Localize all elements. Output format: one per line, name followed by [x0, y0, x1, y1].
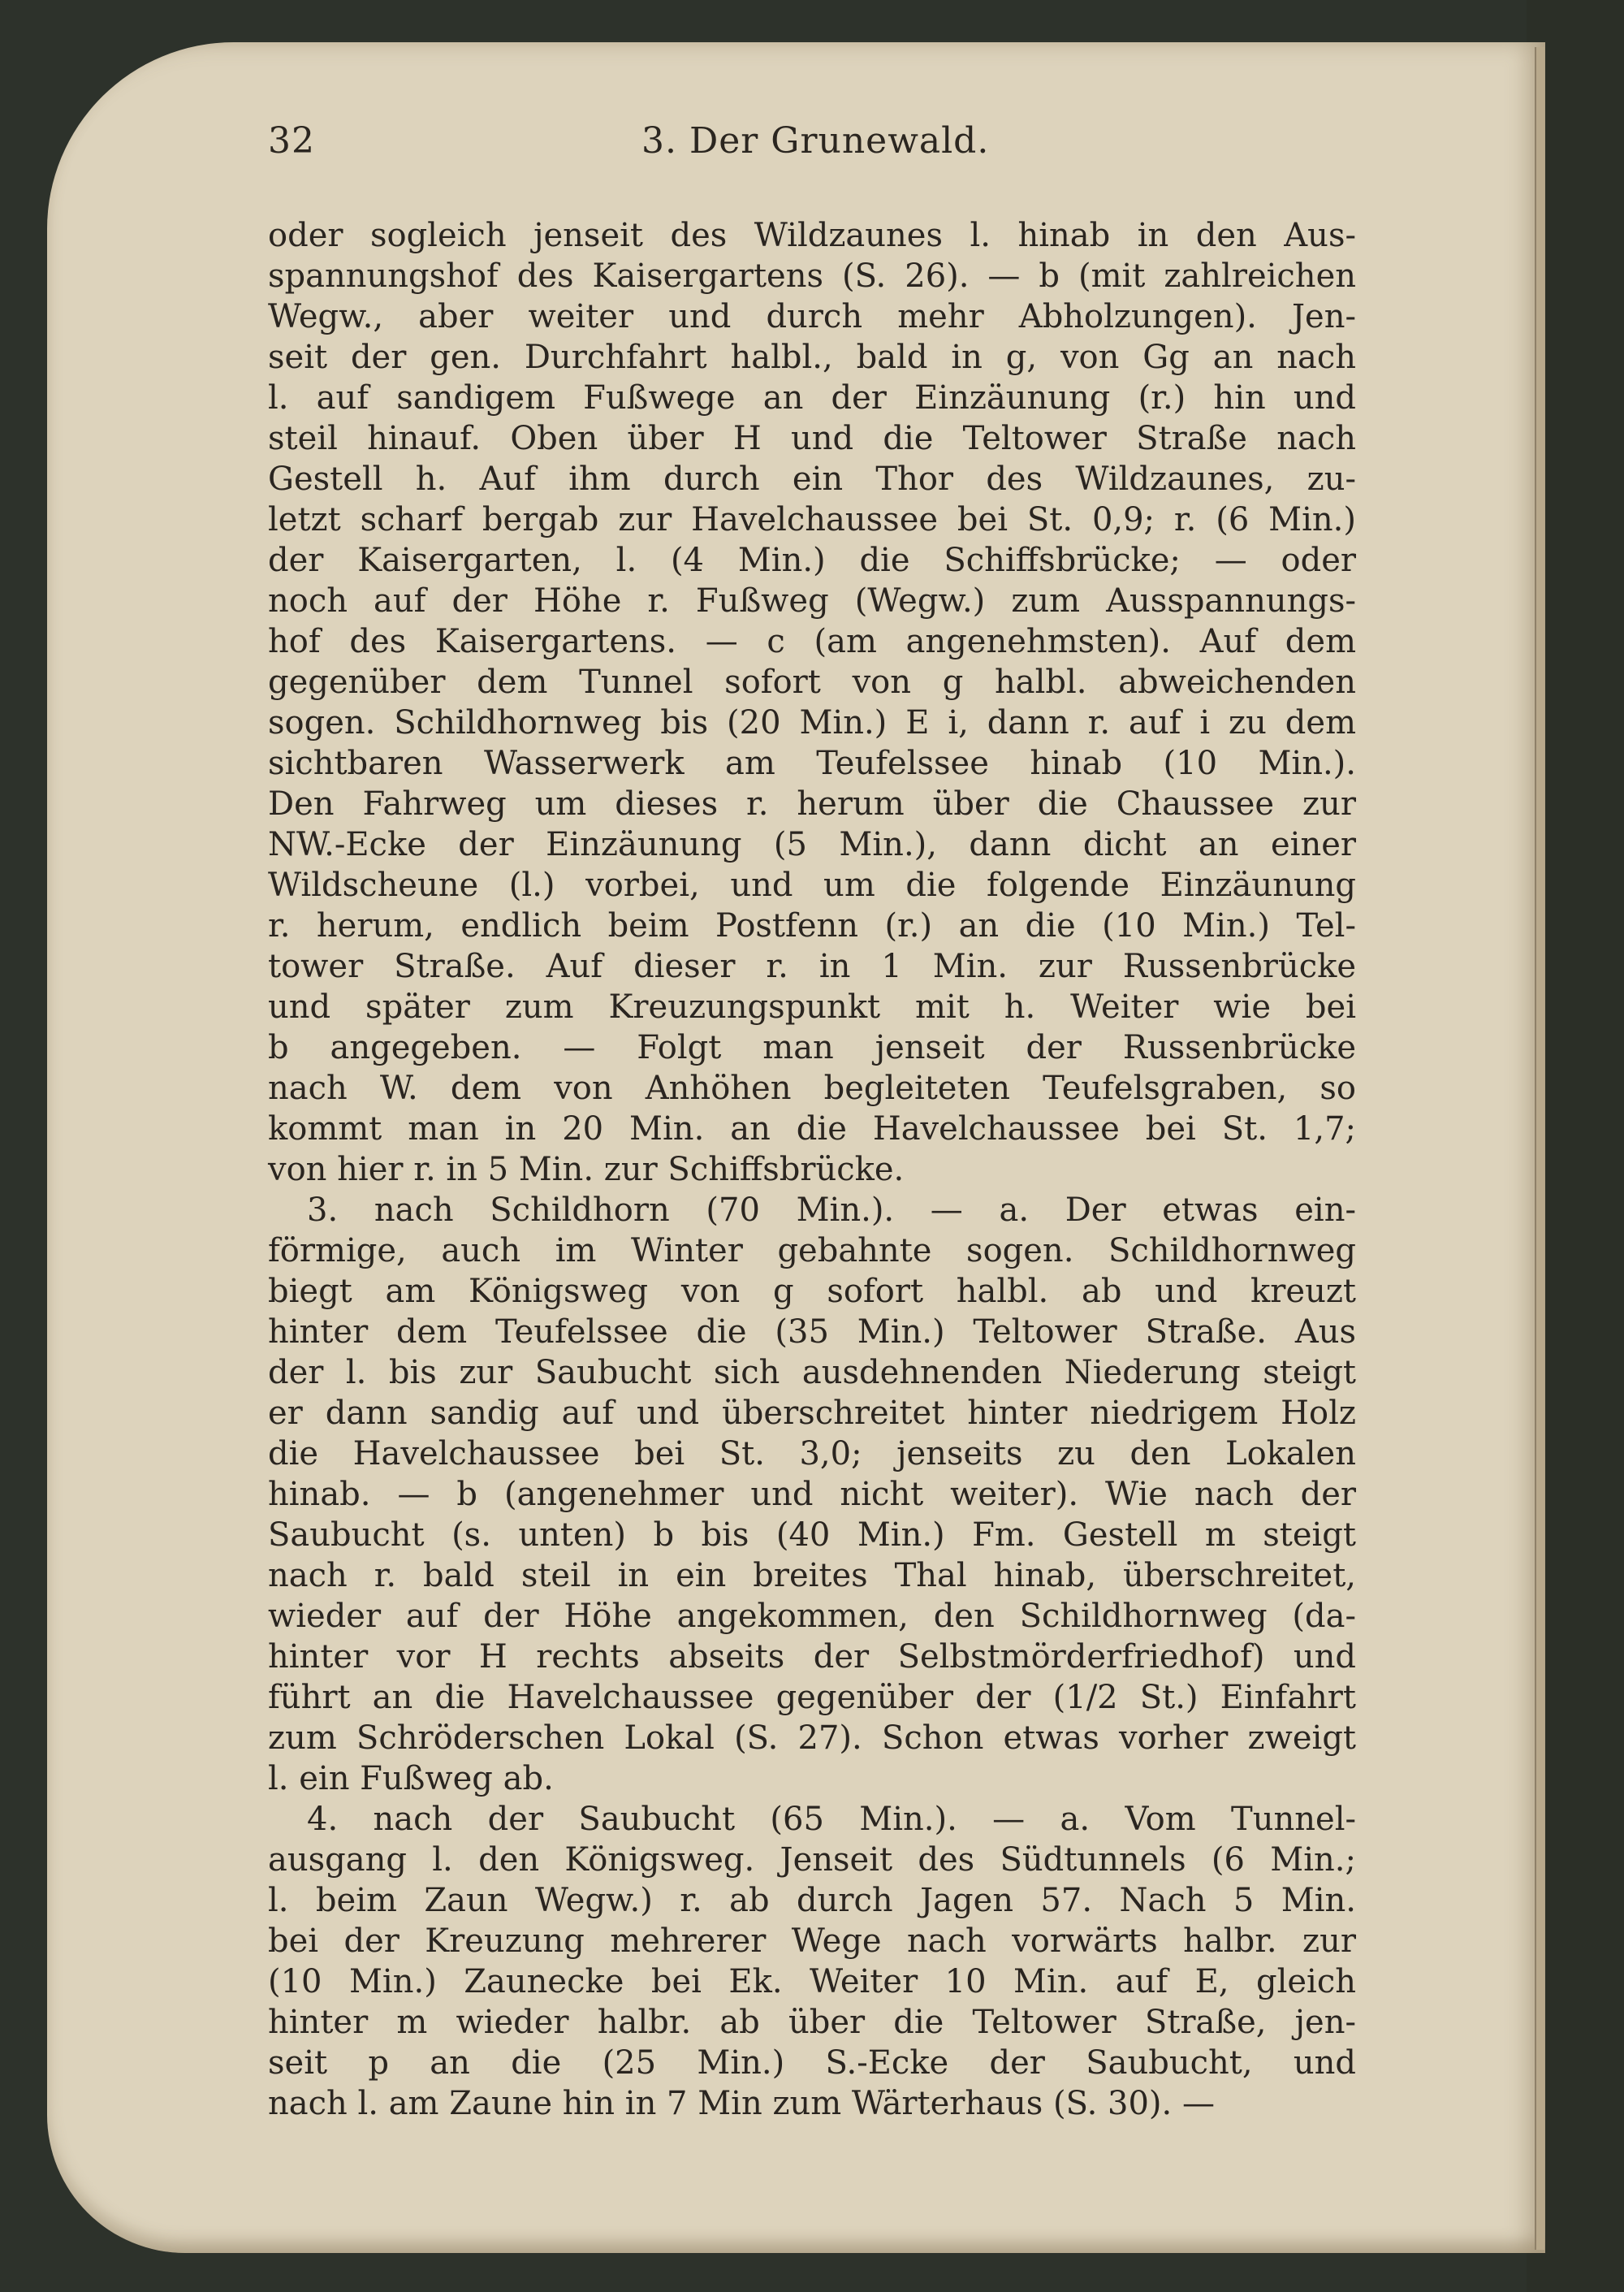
text-line: hof des Kaisergartens. — c (am angenehmsten). Auf dem [268, 623, 1356, 660]
text-line: tower Straße. Auf dieser r. in 1 Min. zur Russenbrücke [268, 948, 1356, 985]
text-line: sichtbaren Wasserwerk am Teufelssee hinab (10 Min.). [268, 745, 1356, 782]
text-line: hinter vor H rechts abseits der Selbstmörderfriedhof) und [268, 1638, 1356, 1676]
page-header [268, 120, 1356, 177]
text-line: spannungshof des Kaisergartens (S. 26). — b (mit zahlreichen [268, 257, 1356, 295]
text-line: zum Schröderschen Lokal (S. 27). Schon etwas vorher zweigt [268, 1719, 1356, 1757]
text-line: gegenüber dem Tunnel sofort von g halbl. abweichenden [268, 664, 1356, 701]
text-line: hinter m wieder halbr. ab über die Teltower Straße, jen- [268, 2004, 1356, 2041]
page-edge [1535, 47, 1544, 2250]
text-line: hinter dem Teufelssee die (35 Min.) Teltower Straße. Aus [268, 1313, 1356, 1351]
text-line: 4. nach der Saubucht (65 Min.). — a. Vom Tunnel- [307, 1801, 1356, 1838]
text-line: seit p an die (25 Min.) S.-Ecke der Saubucht, und [268, 2044, 1356, 2082]
text-line: förmige, auch im Winter gebahnte sogen. Schildhornweg [268, 1232, 1356, 1269]
text-line: nach W. dem von Anhöhen begleiteten Teufelsgraben, so [268, 1070, 1356, 1107]
text-line: l. ein Fußweg ab. [268, 1760, 554, 1797]
text-line: der l. bis zur Saubucht sich ausdehnenden Niederung steigt [268, 1354, 1356, 1391]
text-line: (10 Min.) Zaunecke bei Ek. Weiter 10 Min. auf E, gleich [268, 1963, 1356, 2000]
text-line: von hier r. in 5 Min. zur Schiffsbrücke. [268, 1151, 905, 1188]
text-line: ausgang l. den Königsweg. Jenseit des Südtunnels (6 Min.; [268, 1841, 1356, 1879]
text-line: Saubucht (s. unten) b bis (40 Min.) Fm. Gestell m steigt [268, 1516, 1356, 1554]
text-line: Gestell h. Auf ihm durch ein Thor des Wildzaunes, zu- [268, 461, 1356, 498]
text-line: r. herum, endlich beim Postfenn (r.) an die (10 Min.) Tel- [268, 907, 1356, 945]
text-line: l. beim Zaun Wegw.) r. ab durch Jagen 57. Nach 5 Min. [268, 1882, 1356, 1919]
text-line: seit der gen. Durchfahrt halbl., bald in g, von Gg an nach [268, 339, 1356, 376]
text-line: oder sogleich jenseit des Wildzaunes l. hinab in den Aus- [268, 217, 1356, 254]
text-line: sogen. Schildhornweg bis (20 Min.) E i, dann r. auf i zu dem [268, 704, 1356, 742]
text-line: Wegw., aber weiter und durch mehr Abholzungen). Jen- [268, 298, 1356, 335]
text-line: und später zum Kreuzungspunkt mit h. Weiter wie bei [268, 988, 1356, 1026]
text-line: er dann sandig auf und überschreitet hinter niedrigem Holz [268, 1395, 1356, 1432]
running-title: 3. Der Grunewald. [641, 120, 990, 162]
text-line: b angegeben. — Folgt man jenseit der Russenbrücke [268, 1029, 1356, 1066]
text-line: hinab. — b (angenehmer und nicht weiter). Wie nach der [268, 1476, 1356, 1513]
text-line: bei der Kreuzung mehrerer Wege nach vorwärts halbr. zur [268, 1922, 1356, 1960]
text-line: wieder auf der Höhe angekommen, den Schildhornweg (da- [268, 1598, 1356, 1635]
text-line: NW.-Ecke der Einzäunung (5 Min.), dann dicht an einer [268, 826, 1356, 863]
text-line: noch auf der Höhe r. Fußweg (Wegw.) zum Ausspannungs- [268, 582, 1356, 620]
text-line: letzt scharf bergab zur Havelchaussee bei St. 0,9; r. (6 Min.) [268, 501, 1356, 538]
text-line: kommt man in 20 Min. an die Havelchaussee bei St. 1,7; [268, 1110, 1356, 1148]
text-line: l. auf sandigem Fußwege an der Einzäunung (r.) hin und [268, 379, 1356, 417]
text-line: Wildscheune (l.) vorbei, und um die folgende Einzäunung [268, 867, 1356, 904]
text-line: 3. nach Schildhorn (70 Min.). — a. Der etwas ein- [307, 1191, 1356, 1229]
text-line: steil hinauf. Oben über H und die Teltower Straße nach [268, 420, 1356, 457]
text-line: Den Fahrweg um dieses r. herum über die Chaussee zur [268, 785, 1356, 823]
text-line: der Kaisergarten, l. (4 Min.) die Schiffsbrücke; — oder [268, 542, 1356, 579]
text-line: die Havelchaussee bei St. 3,0; jenseits zu den Lokalen [268, 1435, 1356, 1473]
body-text [268, 215, 1356, 2124]
page-number: 32 [268, 120, 315, 162]
text-line: nach l. am Zaune hin in 7 Min zum Wärterhaus (S. 30). — [268, 2085, 1215, 2122]
text-line: führt an die Havelchaussee gegenüber der (1/2 St.) Einfahrt [268, 1679, 1356, 1716]
text-line: nach r. bald steil in ein breites Thal hinab, überschreitet, [268, 1557, 1356, 1594]
text-line: biegt am Königsweg von g sofort halbl. ab und kreuzt [268, 1273, 1356, 1310]
